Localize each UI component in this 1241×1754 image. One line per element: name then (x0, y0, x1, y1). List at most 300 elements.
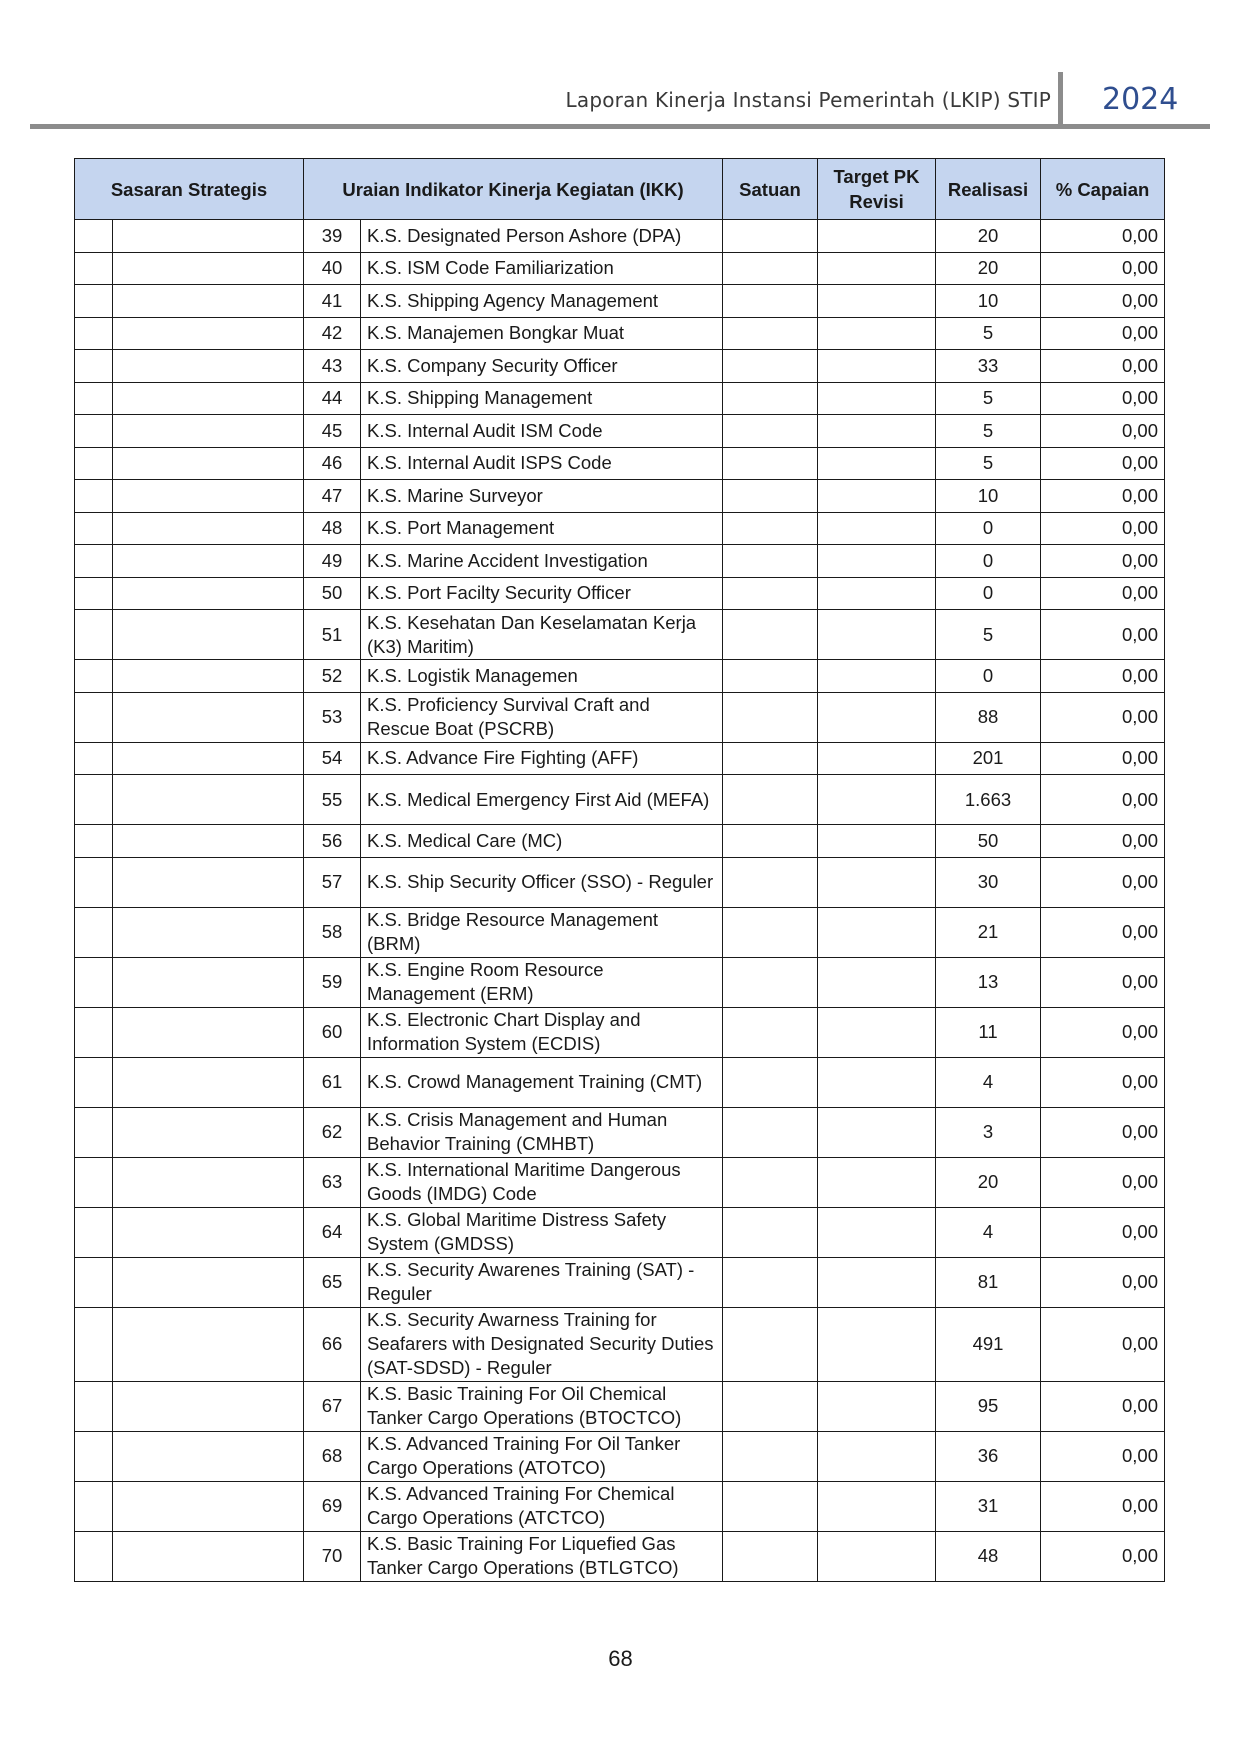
satuan-cell (723, 1381, 818, 1431)
row-number: 54 (304, 742, 361, 775)
ikk-description: K.S. Marine Accident Investigation (361, 545, 723, 578)
ikk-description: K.S. Engine Room Resource Management (ERM) (361, 957, 723, 1007)
table-row (75, 825, 1165, 858)
header-satuan: Satuan (723, 159, 818, 220)
sasaran-blank-cell (75, 1007, 113, 1057)
sasaran-blank-cell (75, 825, 113, 858)
header-rule (30, 124, 1210, 129)
ikk-description: K.S. Ship Security Officer (SSO) - Reguler (361, 857, 723, 907)
target-cell (818, 480, 936, 513)
page-number: 68 (608, 1646, 633, 1671)
sasaran-blank-cell (75, 577, 113, 610)
table-row (75, 957, 1165, 1007)
row-number: 67 (304, 1381, 361, 1431)
satuan-cell (723, 1481, 818, 1531)
capaian-value: 0,00 (1041, 1531, 1165, 1581)
satuan-cell (723, 447, 818, 480)
sasaran-blank-cell (75, 1381, 113, 1431)
capaian-value: 0,00 (1041, 415, 1165, 448)
satuan-cell (723, 1057, 818, 1107)
satuan-cell (723, 825, 818, 858)
capaian-value: 0,00 (1041, 577, 1165, 610)
table-row (75, 1207, 1165, 1257)
target-cell (818, 1107, 936, 1157)
row-number: 48 (304, 512, 361, 545)
target-cell (818, 1007, 936, 1057)
realisasi-value: 88 (936, 692, 1041, 742)
capaian-value: 0,00 (1041, 1057, 1165, 1107)
target-cell (818, 577, 936, 610)
sasaran-blank-cell (75, 220, 113, 253)
realisasi-value: 21 (936, 907, 1041, 957)
target-cell (818, 1257, 936, 1307)
sasaran-cell (113, 545, 304, 578)
sasaran-cell (113, 1531, 304, 1581)
capaian-value: 0,00 (1041, 480, 1165, 513)
sasaran-blank-cell (75, 1057, 113, 1107)
target-cell (818, 382, 936, 415)
capaian-value: 0,00 (1041, 957, 1165, 1007)
table-row (75, 415, 1165, 448)
row-number: 45 (304, 415, 361, 448)
ikk-description: K.S. Advanced Training For Chemical Cargo Operations (ATCTCO) (361, 1481, 723, 1531)
sasaran-cell (113, 447, 304, 480)
ikk-description: K.S. Global Maritime Distress Safety System (GMDSS) (361, 1207, 723, 1257)
ikk-description: K.S. Crisis Management and Human Behavior Training (CMHBT) (361, 1107, 723, 1157)
satuan-cell (723, 692, 818, 742)
target-cell (818, 825, 936, 858)
sasaran-blank-cell (75, 1481, 113, 1531)
row-number: 58 (304, 907, 361, 957)
row-number: 55 (304, 775, 361, 825)
capaian-value: 0,00 (1041, 775, 1165, 825)
target-cell (818, 692, 936, 742)
target-cell (818, 350, 936, 383)
table-row (75, 512, 1165, 545)
ikk-description: K.S. Shipping Management (361, 382, 723, 415)
sasaran-cell (113, 1481, 304, 1531)
satuan-cell (723, 350, 818, 383)
target-cell (818, 957, 936, 1007)
sasaran-blank-cell (75, 415, 113, 448)
sasaran-cell (113, 660, 304, 693)
header-sasaran-strategis: Sasaran Strategis (75, 159, 304, 220)
row-number: 52 (304, 660, 361, 693)
table-row (75, 220, 1165, 253)
ikk-description: K.S. Crowd Management Training (CMT) (361, 1057, 723, 1107)
capaian-value: 0,00 (1041, 692, 1165, 742)
capaian-value: 0,00 (1041, 317, 1165, 350)
sasaran-cell (113, 1381, 304, 1431)
ikk-description: K.S. Shipping Agency Management (361, 285, 723, 318)
target-cell (818, 742, 936, 775)
sasaran-blank-cell (75, 447, 113, 480)
row-number: 59 (304, 957, 361, 1007)
row-number: 65 (304, 1257, 361, 1307)
table-row (75, 350, 1165, 383)
realisasi-value: 10 (936, 285, 1041, 318)
capaian-value: 0,00 (1041, 1207, 1165, 1257)
realisasi-value: 30 (936, 857, 1041, 907)
header-target-pk-revisi: Target PK Revisi (818, 159, 936, 220)
realisasi-value: 20 (936, 220, 1041, 253)
ikk-description: K.S. Proficiency Survival Craft and Rescue Boat (PSCRB) (361, 692, 723, 742)
capaian-value: 0,00 (1041, 285, 1165, 318)
sasaran-cell (113, 825, 304, 858)
report-title: Laporan Kinerja Instansi Pemerintah (LKIP) STIP (565, 88, 1051, 112)
realisasi-value: 50 (936, 825, 1041, 858)
table-row (75, 1257, 1165, 1307)
capaian-value: 0,00 (1041, 1431, 1165, 1481)
capaian-value: 0,00 (1041, 1481, 1165, 1531)
sasaran-cell (113, 1157, 304, 1207)
realisasi-value: 31 (936, 1481, 1041, 1531)
capaian-value: 0,00 (1041, 1007, 1165, 1057)
target-cell (818, 1207, 936, 1257)
realisasi-value: 0 (936, 577, 1041, 610)
table-row (75, 1431, 1165, 1481)
sasaran-cell (113, 1207, 304, 1257)
ikk-description: K.S. Port Facilty Security Officer (361, 577, 723, 610)
target-cell (818, 252, 936, 285)
sasaran-cell (113, 742, 304, 775)
sasaran-cell (113, 1431, 304, 1481)
realisasi-value: 13 (936, 957, 1041, 1007)
satuan-cell (723, 512, 818, 545)
capaian-value: 0,00 (1041, 1107, 1165, 1157)
capaian-value: 0,00 (1041, 382, 1165, 415)
sasaran-blank-cell (75, 317, 113, 350)
ikk-description: K.S. Medical Care (MC) (361, 825, 723, 858)
realisasi-value: 20 (936, 252, 1041, 285)
sasaran-blank-cell (75, 1431, 113, 1481)
ikk-description: K.S. Company Security Officer (361, 350, 723, 383)
satuan-cell (723, 1007, 818, 1057)
page-header (0, 0, 1241, 140)
satuan-cell (723, 610, 818, 660)
row-number: 60 (304, 1007, 361, 1057)
sasaran-blank-cell (75, 775, 113, 825)
table-row (75, 1157, 1165, 1207)
sasaran-cell (113, 907, 304, 957)
table-row (75, 692, 1165, 742)
satuan-cell (723, 660, 818, 693)
table-row (75, 907, 1165, 957)
satuan-cell (723, 742, 818, 775)
table-row (75, 382, 1165, 415)
table-row (75, 857, 1165, 907)
table-row (75, 1057, 1165, 1107)
row-number: 66 (304, 1307, 361, 1381)
satuan-cell (723, 907, 818, 957)
sasaran-cell (113, 577, 304, 610)
table-header-row (75, 159, 1165, 220)
satuan-cell (723, 857, 818, 907)
sasaran-blank-cell (75, 350, 113, 383)
table-row (75, 1307, 1165, 1381)
sasaran-blank-cell (75, 1207, 113, 1257)
row-number: 61 (304, 1057, 361, 1107)
header-realisasi: Realisasi (936, 159, 1041, 220)
row-number: 56 (304, 825, 361, 858)
row-number: 51 (304, 610, 361, 660)
realisasi-value: 36 (936, 1431, 1041, 1481)
sasaran-cell (113, 857, 304, 907)
target-cell (818, 1381, 936, 1431)
row-number: 43 (304, 350, 361, 383)
capaian-value: 0,00 (1041, 1157, 1165, 1207)
capaian-value: 0,00 (1041, 857, 1165, 907)
ikk-description: K.S. Basic Training For Oil Chemical Tanker Cargo Operations (BTOCTCO) (361, 1381, 723, 1431)
satuan-cell (723, 577, 818, 610)
capaian-value: 0,00 (1041, 512, 1165, 545)
sasaran-blank-cell (75, 285, 113, 318)
report-year: 2024 (1102, 82, 1179, 117)
sasaran-blank-cell (75, 252, 113, 285)
realisasi-value: 491 (936, 1307, 1041, 1381)
satuan-cell (723, 382, 818, 415)
capaian-value: 0,00 (1041, 1381, 1165, 1431)
ikk-description: K.S. Internal Audit ISPS Code (361, 447, 723, 480)
realisasi-value: 95 (936, 1381, 1041, 1431)
ikk-description: K.S. Security Awarness Training for Seafarers with Designated Security Duties (SAT-SDSD) - Reguler (361, 1307, 723, 1381)
ikk-description: K.S. International Maritime Dangerous Goods (IMDG) Code (361, 1157, 723, 1207)
row-number: 40 (304, 252, 361, 285)
satuan-cell (723, 285, 818, 318)
sasaran-blank-cell (75, 610, 113, 660)
realisasi-value: 5 (936, 447, 1041, 480)
table-row (75, 610, 1165, 660)
sasaran-blank-cell (75, 1157, 113, 1207)
sasaran-blank-cell (75, 857, 113, 907)
header-capaian: % Capaian (1041, 159, 1165, 220)
ikk-description: K.S. Designated Person Ashore (DPA) (361, 220, 723, 253)
satuan-cell (723, 415, 818, 448)
realisasi-value: 201 (936, 742, 1041, 775)
capaian-value: 0,00 (1041, 825, 1165, 858)
satuan-cell (723, 252, 818, 285)
capaian-value: 0,00 (1041, 742, 1165, 775)
capaian-value: 0,00 (1041, 252, 1165, 285)
row-number: 49 (304, 545, 361, 578)
sasaran-cell (113, 415, 304, 448)
target-cell (818, 1431, 936, 1481)
table-row (75, 1481, 1165, 1531)
ikk-description: K.S. Manajemen Bongkar Muat (361, 317, 723, 350)
row-number: 63 (304, 1157, 361, 1207)
target-cell (818, 660, 936, 693)
ikk-description: K.S. Port Management (361, 512, 723, 545)
table-row (75, 742, 1165, 775)
capaian-value: 0,00 (1041, 545, 1165, 578)
capaian-value: 0,00 (1041, 907, 1165, 957)
sasaran-blank-cell (75, 1531, 113, 1581)
satuan-cell (723, 1431, 818, 1481)
sasaran-blank-cell (75, 480, 113, 513)
sasaran-blank-cell (75, 545, 113, 578)
realisasi-value: 0 (936, 660, 1041, 693)
ikk-description: K.S. Marine Surveyor (361, 480, 723, 513)
sasaran-cell (113, 1307, 304, 1381)
satuan-cell (723, 775, 818, 825)
realisasi-value: 11 (936, 1007, 1041, 1057)
capaian-value: 0,00 (1041, 350, 1165, 383)
realisasi-value: 5 (936, 317, 1041, 350)
row-number: 47 (304, 480, 361, 513)
table-row (75, 1531, 1165, 1581)
realisasi-value: 3 (936, 1107, 1041, 1157)
sasaran-cell (113, 1257, 304, 1307)
realisasi-value: 20 (936, 1157, 1041, 1207)
satuan-cell (723, 317, 818, 350)
target-cell (818, 1531, 936, 1581)
target-cell (818, 447, 936, 480)
row-number: 41 (304, 285, 361, 318)
sasaran-cell (113, 775, 304, 825)
header-divider (1058, 72, 1063, 128)
target-cell (818, 415, 936, 448)
table-row (75, 1007, 1165, 1057)
capaian-value: 0,00 (1041, 220, 1165, 253)
sasaran-cell (113, 382, 304, 415)
row-number: 53 (304, 692, 361, 742)
realisasi-value: 4 (936, 1057, 1041, 1107)
sasaran-cell (113, 1057, 304, 1107)
realisasi-value: 33 (936, 350, 1041, 383)
target-cell (818, 285, 936, 318)
realisasi-value: 0 (936, 545, 1041, 578)
ikk-description: K.S. Electronic Chart Display and Information System (ECDIS) (361, 1007, 723, 1057)
sasaran-cell (113, 317, 304, 350)
ikk-description: K.S. Basic Training For Liquefied Gas Tanker Cargo Operations (BTLGTCO) (361, 1531, 723, 1581)
capaian-value: 0,00 (1041, 660, 1165, 693)
header-uraian-ikk: Uraian Indikator Kinerja Kegiatan (IKK) (304, 159, 723, 220)
realisasi-value: 1.663 (936, 775, 1041, 825)
target-cell (818, 220, 936, 253)
table-row (75, 317, 1165, 350)
satuan-cell (723, 1307, 818, 1381)
sasaran-blank-cell (75, 1307, 113, 1381)
satuan-cell (723, 220, 818, 253)
table-row (75, 480, 1165, 513)
sasaran-blank-cell (75, 957, 113, 1007)
sasaran-blank-cell (75, 1257, 113, 1307)
row-number: 69 (304, 1481, 361, 1531)
target-cell (818, 1307, 936, 1381)
target-cell (818, 775, 936, 825)
table-row (75, 1107, 1165, 1157)
table-body (75, 220, 1165, 1582)
sasaran-cell (113, 220, 304, 253)
table-row (75, 577, 1165, 610)
ikk-description: K.S. Logistik Managemen (361, 660, 723, 693)
table-row (75, 545, 1165, 578)
satuan-cell (723, 1207, 818, 1257)
realisasi-value: 5 (936, 415, 1041, 448)
sasaran-cell (113, 1107, 304, 1157)
ikk-description: K.S. Medical Emergency First Aid (MEFA) (361, 775, 723, 825)
sasaran-blank-cell (75, 692, 113, 742)
realisasi-value: 48 (936, 1531, 1041, 1581)
sasaran-blank-cell (75, 907, 113, 957)
satuan-cell (723, 480, 818, 513)
sasaran-blank-cell (75, 512, 113, 545)
ikk-description: K.S. Bridge Resource Management (BRM) (361, 907, 723, 957)
sasaran-cell (113, 957, 304, 1007)
capaian-value: 0,00 (1041, 610, 1165, 660)
ikk-description: K.S. Security Awarenes Training (SAT) - Reguler (361, 1257, 723, 1307)
realisasi-value: 4 (936, 1207, 1041, 1257)
table-row (75, 1381, 1165, 1431)
row-number: 64 (304, 1207, 361, 1257)
sasaran-cell (113, 610, 304, 660)
row-number: 68 (304, 1431, 361, 1481)
sasaran-cell (113, 512, 304, 545)
target-cell (818, 907, 936, 957)
row-number: 44 (304, 382, 361, 415)
target-cell (818, 512, 936, 545)
table-row (75, 447, 1165, 480)
realisasi-value: 0 (936, 512, 1041, 545)
row-number: 70 (304, 1531, 361, 1581)
sasaran-cell (113, 692, 304, 742)
sasaran-cell (113, 350, 304, 383)
satuan-cell (723, 1107, 818, 1157)
sasaran-cell (113, 252, 304, 285)
target-cell (818, 1157, 936, 1207)
realisasi-value: 10 (936, 480, 1041, 513)
table-row (75, 252, 1165, 285)
satuan-cell (723, 957, 818, 1007)
row-number: 57 (304, 857, 361, 907)
target-cell (818, 1057, 936, 1107)
capaian-value: 0,00 (1041, 1257, 1165, 1307)
table-row (75, 285, 1165, 318)
realisasi-value: 5 (936, 610, 1041, 660)
ikk-table (74, 158, 1165, 1582)
ikk-description: K.S. Advanced Training For Oil Tanker Cargo Operations (ATOTCO) (361, 1431, 723, 1481)
realisasi-value: 81 (936, 1257, 1041, 1307)
satuan-cell (723, 1531, 818, 1581)
capaian-value: 0,00 (1041, 1307, 1165, 1381)
sasaran-cell (113, 480, 304, 513)
sasaran-blank-cell (75, 742, 113, 775)
row-number: 50 (304, 577, 361, 610)
target-cell (818, 317, 936, 350)
sasaran-blank-cell (75, 1107, 113, 1157)
table-row (75, 660, 1165, 693)
row-number: 62 (304, 1107, 361, 1157)
target-cell (818, 545, 936, 578)
satuan-cell (723, 545, 818, 578)
sasaran-blank-cell (75, 660, 113, 693)
satuan-cell (723, 1157, 818, 1207)
target-cell (818, 857, 936, 907)
ikk-description: K.S. Internal Audit ISM Code (361, 415, 723, 448)
sasaran-cell (113, 285, 304, 318)
row-number: 42 (304, 317, 361, 350)
ikk-description: K.S. ISM Code Familiarization (361, 252, 723, 285)
capaian-value: 0,00 (1041, 447, 1165, 480)
row-number: 46 (304, 447, 361, 480)
sasaran-cell (113, 1007, 304, 1057)
row-number: 39 (304, 220, 361, 253)
sasaran-blank-cell (75, 382, 113, 415)
target-cell (818, 1481, 936, 1531)
target-cell (818, 610, 936, 660)
satuan-cell (723, 1257, 818, 1307)
ikk-description: K.S. Kesehatan Dan Keselamatan Kerja (K3) Maritim) (361, 610, 723, 660)
